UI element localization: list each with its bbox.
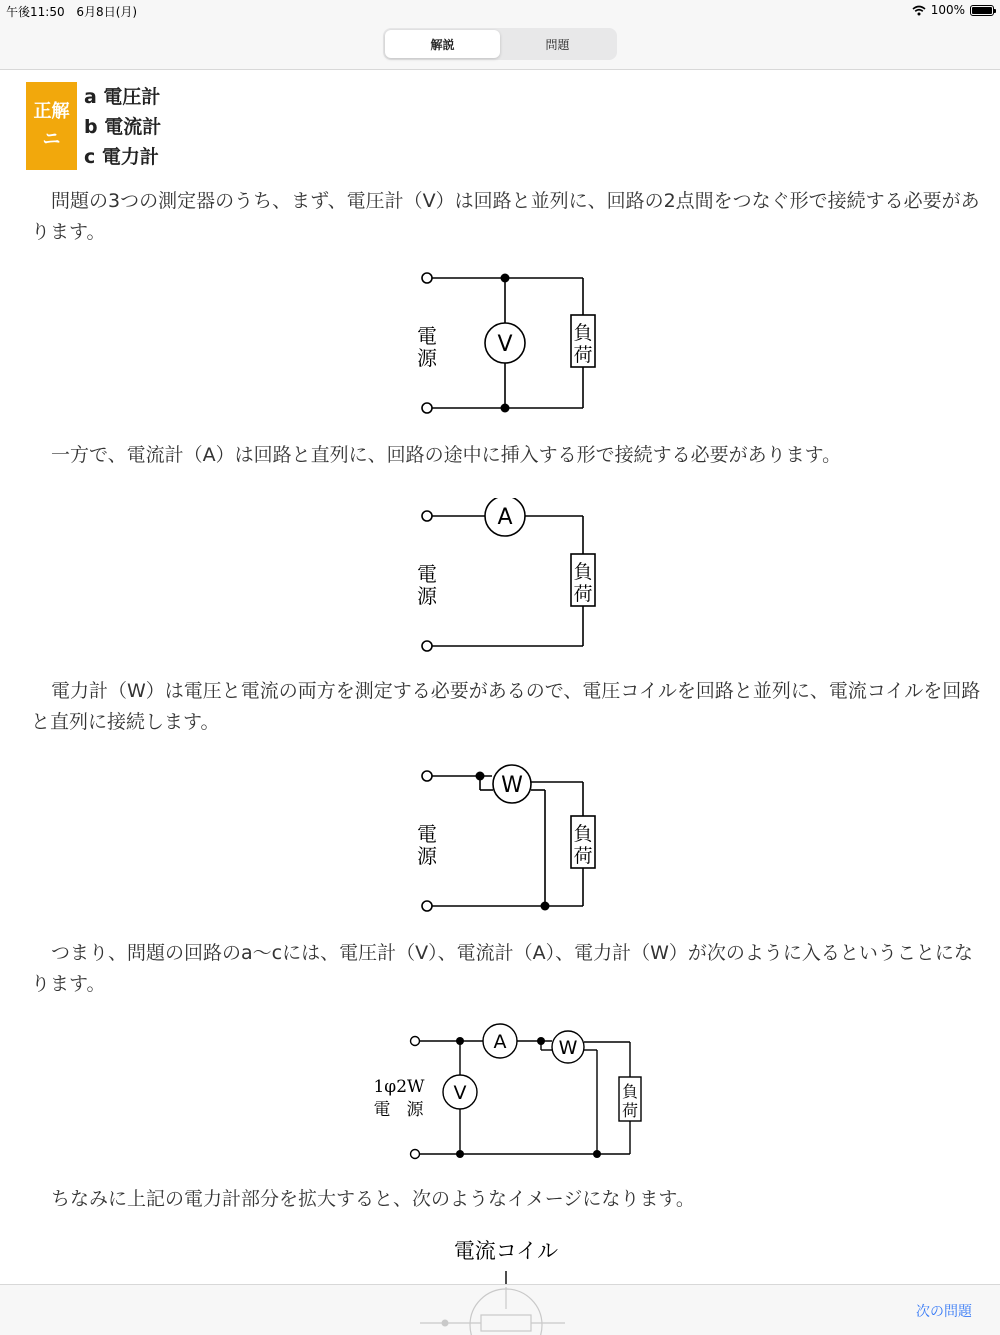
- ammeter-symbol: A: [497, 505, 513, 530]
- answer-item-a: a 電圧計: [84, 86, 161, 108]
- source-label-2: 源: [417, 584, 437, 608]
- explanation-content: [0, 70, 1000, 1284]
- diagram-voltmeter: [400, 265, 620, 425]
- status-bar: [0, 0, 1000, 22]
- load-label-1: 負: [621, 1082, 639, 1101]
- supply-label: 1φ2W: [373, 1077, 425, 1097]
- status-left: [6, 3, 137, 20]
- ammeter-symbol: A: [493, 1031, 507, 1053]
- status-date: 6月8日(月): [76, 5, 138, 19]
- source-label-2: 源: [417, 844, 437, 868]
- answer-badge-choice: ニ: [42, 129, 61, 150]
- source-label-2: 源: [417, 346, 437, 370]
- wattmeter-symbol: W: [558, 1037, 578, 1059]
- answer-item-b: b 電流計: [84, 116, 162, 138]
- answer-list: [84, 82, 161, 172]
- paragraph-zoom: ちなみに上記の電力計部分を拡大すると、次のようなイメージになります。: [51, 1188, 695, 1210]
- diagram-wattmeter-zoom: [400, 1230, 620, 1284]
- status-time: 午後11:50: [6, 5, 65, 19]
- tab-question[interactable]: 問題: [545, 37, 570, 52]
- source-label-1: 電: [373, 1100, 391, 1120]
- bottom-toolbar: [0, 1284, 1000, 1335]
- answer-badge-label: 正解: [33, 101, 70, 122]
- paragraph-voltmeter: 問題の3つの測定器のうち、まず、電圧計（V）は回路と並列に、回路の2点間をつなぐ形で接続する必要があります。: [31, 190, 980, 243]
- load-label-2: 荷: [573, 845, 593, 867]
- source-label-1: 電: [417, 324, 437, 348]
- answer-badge: [26, 82, 77, 170]
- load-label-1: 負: [573, 561, 593, 583]
- load-label-2: 荷: [573, 583, 593, 605]
- load-label-2: 荷: [621, 1101, 639, 1120]
- wattmeter-symbol: W: [501, 773, 523, 798]
- segmented-control: [383, 28, 617, 60]
- diagram-combined: [360, 1020, 660, 1170]
- source-terminal-top: [422, 273, 432, 283]
- source-label-2: 源: [406, 1100, 424, 1120]
- diagram-wattmeter: [400, 760, 620, 920]
- diagram-peek: [410, 1285, 570, 1335]
- load-label-1: 負: [573, 823, 593, 845]
- current-coil-label: 電流コイル: [453, 1239, 559, 1263]
- voltmeter-symbol: V: [497, 332, 513, 357]
- diagram-ammeter: [400, 498, 620, 658]
- next-question-button[interactable]: 次の問題: [916, 1304, 972, 1320]
- paragraph-wattmeter: 電力計（W）は電圧と電流の両方を測定する必要があるので、電圧コイルを回路と並列に、電流コイルを回路と直列に接続します。: [31, 680, 981, 733]
- wifi-icon: [912, 5, 926, 16]
- load-label-2: 荷: [573, 344, 593, 366]
- voltmeter-symbol: V: [453, 1082, 467, 1104]
- status-right: [912, 3, 994, 17]
- source-terminal-bottom: [422, 403, 432, 413]
- paragraph-ammeter: 一方で、電流計（A）は回路と直列に、回路の途中に挿入する形で接続する必要があります。: [51, 444, 842, 466]
- tab-explanation[interactable]: 解説: [385, 30, 500, 58]
- nav-bar: [0, 22, 1000, 70]
- battery-percent: 100%: [930, 3, 965, 17]
- source-label-1: 電: [417, 562, 437, 586]
- load-label-1: 負: [573, 322, 593, 344]
- battery-icon: [970, 5, 994, 16]
- answer-item-c: c 電力計: [84, 146, 159, 168]
- paragraph-summary: つまり、問題の回路のa〜cには、電圧計（V）、電流計（A）、電力計（W）が次のように入るということになります。: [31, 942, 973, 995]
- source-label-1: 電: [417, 822, 437, 846]
